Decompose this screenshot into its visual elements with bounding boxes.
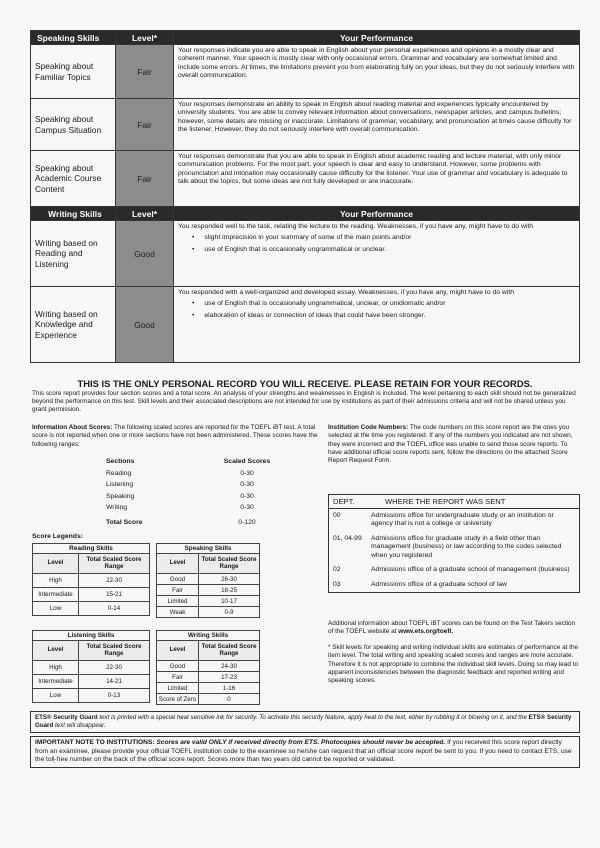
legend-level: Good [157, 661, 199, 672]
performance-text: Your responses demonstrate an ability to speak in English about reading material and experiences typically encountered by university students. You are able to convey relevant information about conversations, newspaper articles, and campus bulletins; however, some details are missing or inaccurate. Limitations of grammar, vocabulary, and pronunciation at times cause difficulty for the listener. However, they do not seriously interfere with overall communication. [174, 99, 580, 151]
legend-range: 0-9 [199, 607, 260, 618]
legend-range: 24-30 [199, 661, 260, 672]
legend-range: 22-30 [79, 661, 150, 675]
skill-level: Good [116, 221, 174, 287]
listening-legend [32, 630, 150, 703]
speaking-row [31, 99, 580, 151]
score-info-text: The following scaled scores are reported for the TOEFL iBT test. A total score is not reported when one or more sections have not been administered. These scores have the following ranges: [32, 424, 318, 448]
bullet-item: • use of English that is occasionally ungrammatical or unclear. [192, 246, 575, 254]
legend-level: Limited [157, 683, 199, 694]
legend-range: 17-23 [199, 672, 260, 683]
speaking-row [31, 151, 580, 207]
performance-cell [174, 287, 580, 363]
important-text: If you received this score report directly from an examinee, please provide your official TOEFL institution code to the examinee so he/she can request that an official score report be sent to you. If you need to contact ETS, use the toll-free number on the back of the official score report. Scores more than two years old cannot be reported or validated. [35, 739, 572, 764]
legend-title: Writing Skills [156, 630, 260, 640]
skill-name: Writing based on Knowledge and Experience [31, 287, 116, 363]
legend-level: Fair [157, 672, 199, 683]
section-name: Reading [106, 469, 132, 477]
legend-range: 26-30 [199, 574, 260, 585]
writing-skills-header: Writing Skills [31, 207, 116, 221]
website-link[interactable]: www.ets.org/toefl. [398, 628, 454, 636]
score-legends-title: Score Legends: [32, 533, 83, 540]
legend-range: 0-13 [79, 689, 150, 703]
legend-level: High [33, 574, 79, 588]
performance-text: You responded well to the task, relating the lecture to the reading. Weaknesses, if you have any, might have to do with [178, 223, 534, 230]
scaled-scores-heading: Scaled Scores [223, 458, 271, 466]
legend-level: Low [33, 689, 79, 703]
writing-legend [156, 630, 260, 705]
performance-text: Your responses indicate you are able to speak in English about your personal experiences and opinions in a mostly clear and coherent manner. Your speech is mostly clear with only occasional errors. Grammar and vocabulary are somewhat limited and include some errors. At times, the limitations prevent you from elaborating fully on your ideas, but they do not seriously interfere with overall communication. [174, 45, 580, 99]
skill-name: Speaking about Academic Course Content [31, 151, 116, 207]
additional-info [328, 620, 580, 637]
skill-footnote: * Skill levels for speaking and writing individual skills are estimates of performance at the item level. The total writing and speaking scaled scores and ranges are more accurate. Therefore it is not appropriate to combine the individual skill levels. Doing so may lead to apparent inconsistencies between the diagnostic feedback and reported writing and speaking scores. [328, 644, 579, 685]
legend-range: 0 [199, 694, 260, 705]
bullet-item: • elaboration of ideas or connection of ideas that could have been stronger. [192, 312, 575, 320]
retain-banner: THIS IS THE ONLY PERSONAL RECORD YOU WILL RECEIVE. PLEASE RETAIN FOR YOUR RECORDS. [77, 378, 533, 389]
skill-name: Speaking about Familiar Topics [31, 45, 116, 99]
dept-header [329, 495, 579, 509]
sections-heading: Sections [106, 458, 135, 466]
dept-row [329, 532, 579, 563]
security-brand: ETS® Security Guard [35, 714, 572, 730]
range-col: Total Scaled Score Range [79, 554, 150, 574]
legend-range: 15-21 [79, 588, 150, 602]
legend-title: Reading Skills [32, 543, 150, 553]
legend-title: Listening Skills [32, 630, 150, 640]
level-col: Level [33, 641, 79, 661]
dept-table [328, 494, 580, 593]
intro-paragraph: This score report provides four section scores and a total score. An analysis of your strengths and weaknesses in English is included. The level pertaining to each skill should not be generalized beyond the performance on this test. Skill levels and their associated descriptions are not intended for use by institutions as part of their admissions criteria and will not be shared unless you grant permission. [32, 390, 576, 414]
range-col: Total Scaled Score Range [199, 641, 260, 661]
legend-level: Low [33, 602, 79, 616]
important-label: IMPORTANT NOTE TO INSTITUTIONS: [35, 739, 155, 746]
writing-row [31, 221, 580, 287]
level-col: Level [157, 641, 199, 661]
performance-header: Your Performance [174, 207, 580, 221]
bullet-item: • slight imprecision in your summary of some of the main points and/or [192, 234, 575, 242]
performance-cell [174, 221, 580, 287]
dept-code: 02 [333, 566, 341, 574]
section-range: 0-30 [240, 492, 254, 500]
legend-level: Intermediate [33, 588, 79, 602]
legend-level: Score of Zero [157, 694, 199, 705]
performance-text: You responded with a well-organized and developed essay. Weaknesses, if you have any, might have to do with [178, 289, 515, 296]
legend-level: Weak [157, 607, 199, 618]
important-note [30, 736, 580, 768]
level-header: Level* [116, 207, 174, 221]
section-range: 0-30 [240, 504, 254, 512]
writing-row [31, 287, 580, 363]
speaking-skills-header: Speaking Skills [31, 31, 116, 45]
legend-range: 10-17 [199, 596, 260, 607]
total-score-label: Total Score [106, 518, 143, 526]
section-name: Listening [106, 481, 134, 489]
performance-table [30, 30, 580, 363]
section-name: Speaking [106, 492, 135, 500]
dept-desc: Admissions office of a graduate school of management (business) [371, 566, 570, 574]
skill-level: Good [116, 287, 174, 363]
dept-desc: Admissions office for undergraduate study or an institution or agency that is not a college or university [371, 512, 554, 528]
section-range: 0-30 [240, 481, 254, 489]
level-header: Level* [116, 31, 174, 45]
level-col: Level [157, 554, 199, 574]
performance-text: Your responses demonstrate that you are able to speak in English about academic reading and lecture material, with only minor communication problems. For the most part, your speech is clear and easy to understand. However, some problems with pronunciation and intonation may occasionally cause difficulty for the listener. Your use of grammar and vocabulary is adequate to talk about the topics, but some ideas are not fully developed or are inaccurate. [174, 151, 580, 207]
legend-range: 0-14 [79, 602, 150, 616]
speaking-header-row [31, 31, 580, 45]
dept-desc: Admissions office of a graduate school of law [371, 580, 507, 588]
legend-title: Speaking Skills [156, 543, 260, 553]
dept-col: DEPT. [333, 497, 355, 506]
dept-code: 01, 04-99 [333, 534, 362, 542]
security-brand: ETS® Security Guard [35, 714, 98, 721]
security-text: text will disappear. [53, 722, 106, 730]
bullet-item: • use of English that is occasionally ungrammatical, unclear, or unidiomatic and/or [192, 300, 575, 308]
where-sent-col: WHERE THE REPORT WAS SENT [385, 497, 506, 506]
security-guard-note [30, 711, 580, 733]
range-col: Total Scaled Score Range [79, 641, 150, 661]
skill-level: Fair [116, 45, 174, 99]
legend-range: 18-25 [199, 585, 260, 596]
skill-name: Speaking about Campus Situation [31, 99, 116, 151]
speaking-row [31, 45, 580, 99]
legend-range: 22-30 [79, 574, 150, 588]
section-name: Writing [106, 504, 128, 512]
legend-level: Limited [157, 596, 199, 607]
dept-row [329, 578, 579, 592]
security-text: text is printed with a special heat sensitive ink for security. To activate this security feature, apply heat to the text, either by rubbing it or blowing on it, and the [97, 714, 529, 721]
section-ranges [106, 456, 306, 528]
legend-level: High [33, 661, 79, 675]
important-warning: Scores are valid ONLY if received directly from ETS. Photocopies should never be accepted. [154, 739, 446, 746]
writing-header-row [31, 207, 580, 221]
legend-level: Good [157, 574, 199, 585]
score-info [32, 424, 322, 449]
reading-legend [32, 543, 150, 616]
dept-desc: Admissions office for graduate study in a field other than management (business) or law according to the codes selected when you registered [371, 534, 562, 559]
skill-level: Fair [116, 99, 174, 151]
speaking-legend [156, 543, 260, 618]
section-range: 0-30 [240, 469, 254, 477]
legend-range: 14-21 [79, 675, 150, 689]
performance-header: Your Performance [174, 31, 580, 45]
level-col: Level [33, 554, 79, 574]
legend-level: Fair [157, 585, 199, 596]
range-col: Total Scaled Score Range [199, 554, 260, 574]
dept-row [329, 563, 579, 577]
additional-text: Additional information about TOEFL iBT scores can be found on the Test Takers section of the TOEFL website at [328, 620, 576, 636]
codes-text: The code numbers on this score report are the ones you selected at the time you registered. If any of the numbers you indicated are not shown, they were incorrect and the TOEFL office was unable to send those score reports. To have additional official score reports sent, follow the directions on the attached Score Report Request Form. [328, 424, 573, 465]
codes-title: Institution Code Numbers: [328, 424, 409, 431]
skill-level: Fair [116, 151, 174, 207]
skill-name: Writing based on Reading and Listening [31, 221, 116, 287]
legend-level: Intermediate [33, 675, 79, 689]
score-info-title: Information About Scores: [32, 424, 113, 431]
dept-code: 00 [333, 512, 341, 519]
legend-range: 1-16 [199, 683, 260, 694]
dept-code: 03 [333, 580, 341, 588]
institution-codes [328, 424, 580, 466]
total-score-range: 0-120 [238, 518, 256, 526]
dept-row [329, 509, 579, 532]
